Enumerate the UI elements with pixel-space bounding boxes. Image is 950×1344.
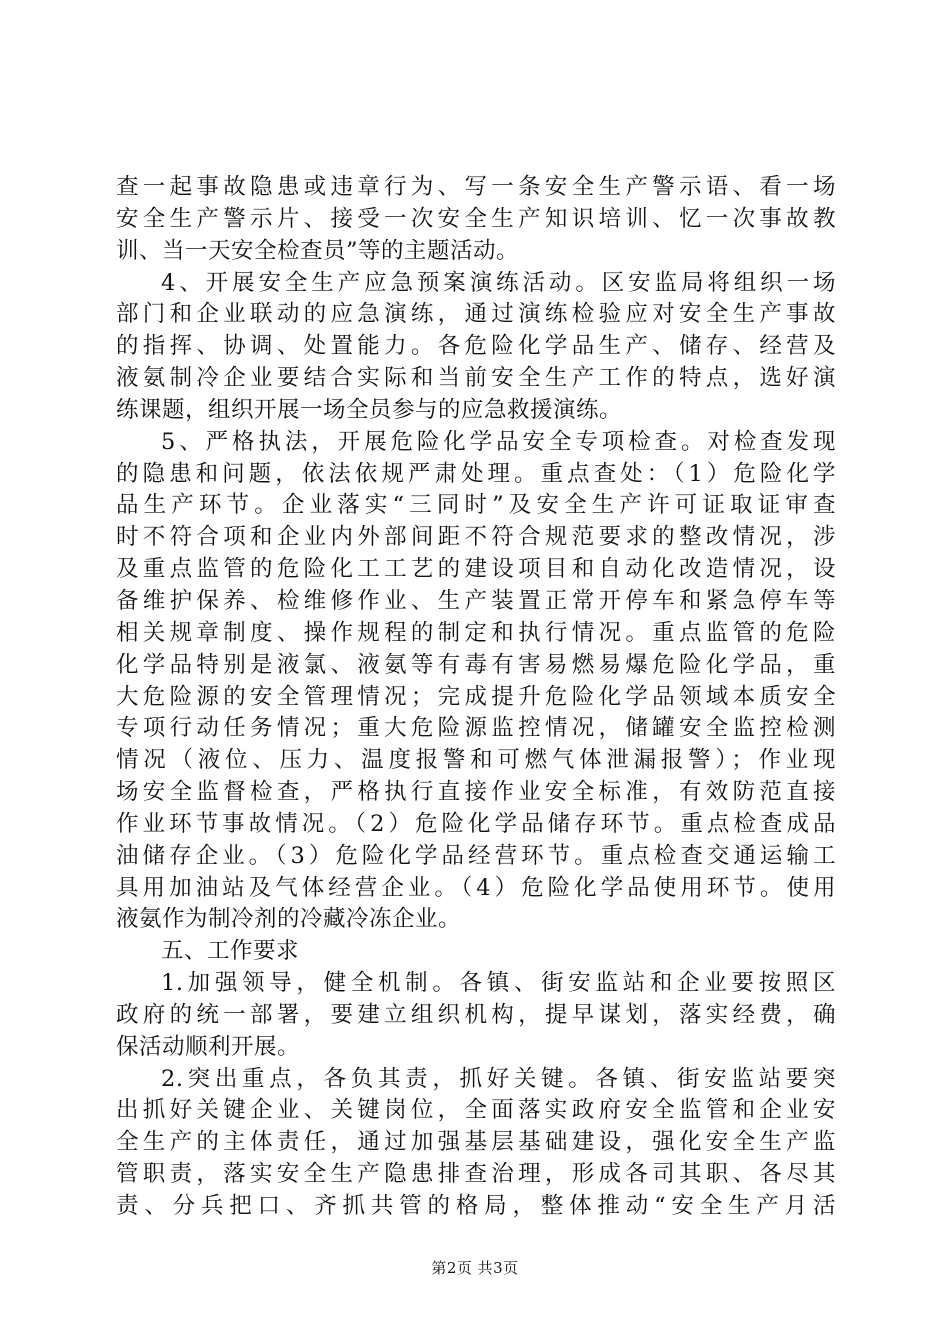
text-line: 政府的统一部署，要建立组织机构，提早谋划，落实经费，确: [116, 1001, 836, 1028]
text-line: 油储存企业。（3）危险化学品经营环节。重点检查交通运输工: [116, 842, 836, 869]
text-line: 安全生产警示片、接受一次安全生产知识培训、忆一次事故教: [116, 205, 836, 232]
text-line: 液氨作为制冷剂的冷藏冷冻企业。: [116, 906, 462, 933]
paragraph-first-line: 4、开展安全生产应急预案演练活动。区安监局将组织一场: [161, 269, 836, 296]
text-line: 出抓好关键企业、关键岗位，全面落实政府安全监管和企业安: [116, 1097, 836, 1124]
text-line: 保活动顺利开展。: [116, 1033, 301, 1060]
text-line: 具用加油站及气体经营企业。（4）危险化学品使用环节。使用: [116, 874, 836, 901]
text-line: 查一起事故隐患或违章行为、写一条安全生产警示语、看一场: [116, 174, 836, 200]
text-line: 及重点监管的危险化工工艺的建设项目和自动化改造情况，设: [116, 556, 836, 583]
text-line: 专项行动任务情况；重大危险源监控情况，储罐安全监控检测: [116, 715, 836, 742]
text-line: 的指挥、协调、处置能力。各危险化学品生产、储存、经营及: [116, 333, 836, 360]
text-line: 管职责，落实安全生产隐患排查治理，形成各司其职、各尽其: [116, 1161, 836, 1188]
text-line: 情况（液位、压力、温度报警和可燃气体泄漏报警）；作业现: [116, 747, 836, 774]
text-line: 备维护保养、检维修作业、生产装置正常开停车和紧急停车等: [116, 587, 836, 614]
text-line: 液氨制冷企业要结合实际和当前安全生产工作的特点，选好演: [116, 365, 836, 392]
paragraph-first-line: 5、严格执法，开展危险化学品安全专项检查。对检查发现: [161, 428, 836, 455]
paragraph-first-line: 五、工作要求: [161, 938, 300, 965]
text-line: 场安全监督检查，严格执行直接作业安全标准，有效防范直接: [116, 779, 836, 806]
text-line: 化学品特别是液氯、液氨等有毒有害易燃易爆危险化学品，重: [116, 651, 836, 678]
text-line: 大危险源的安全管理情况；完成提升危险化学品领域本质安全: [116, 683, 836, 710]
text-line: 练课题，组织开展一场全员参与的应急救援演练。: [116, 396, 623, 423]
text-line: 全生产的主体责任，通过加强基层基础建设，强化安全生产监: [116, 1129, 836, 1156]
page-footer: 第2页 共3页: [431, 1259, 519, 1277]
text-line: 时不符合项和企业内外部间距不符合规范要求的整改情况，涉: [116, 524, 836, 551]
text-line: 的隐患和问题，依法依规严肃处理。重点查处：（1）危险化学: [116, 460, 836, 487]
text-line: 训、当一天安全检查员”等的主题活动。: [116, 237, 520, 264]
text-line: 品生产环节。企业落实“三同时”及安全生产许可证取证审查: [116, 492, 836, 519]
paragraph-first-line: 2.突出重点，各负其责，抓好关键。各镇、街安监站要突: [161, 1065, 836, 1092]
text-line: 部门和企业联动的应急演练，通过演练检验应对安全生产事故: [116, 301, 836, 328]
text-line: 作业环节事故情况。（2）危险化学品储存环节。重点检查成品: [116, 810, 836, 837]
paragraph-first-line: 1.加强领导，健全机制。各镇、街安监站和企业要按照区: [161, 970, 836, 997]
text-line: 相关规章制度、操作规程的制定和执行情况。重点监管的危险: [116, 619, 836, 646]
document-body: [116, 172, 836, 1223]
text-line: 责、分兵把口、齐抓共管的格局，整体推动“安全生产月活: [116, 1193, 836, 1219]
